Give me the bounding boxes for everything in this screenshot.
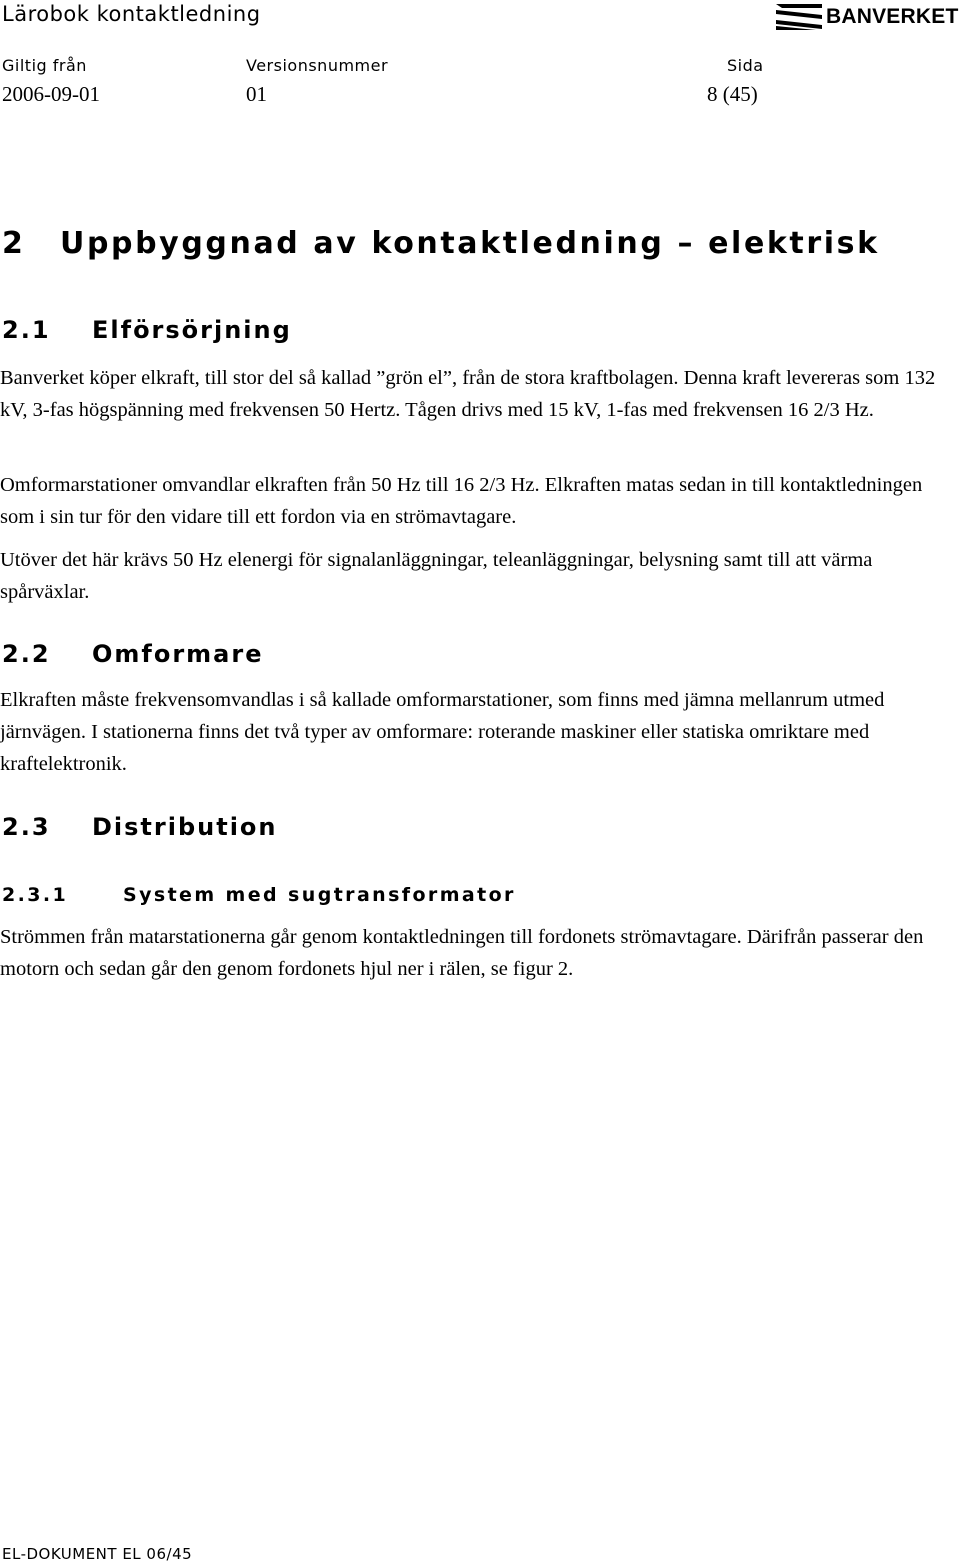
chapter-heading bbox=[2, 226, 880, 261]
subsection-title: System med sugtransformator bbox=[123, 884, 516, 906]
chapter-number: 2 bbox=[2, 226, 26, 261]
paragraph: Strömmen från matarstationerna går genom kontaktledningen till fordonets strömavtagare. Därifrån passerar den motorn och sedan går den genom fordonets hjul ner i rälen, se figur 2. bbox=[0, 926, 924, 980]
section-number: 2.3 bbox=[2, 813, 51, 841]
logo-wordmark: BANVERKET bbox=[826, 5, 959, 28]
section-title: Elförsörjning bbox=[92, 316, 292, 344]
version-value: 01 bbox=[246, 82, 267, 106]
chapter-title: Uppbyggnad av kontaktledning – elektrisk bbox=[60, 226, 880, 261]
subsection-number: 2.3.1 bbox=[2, 884, 69, 906]
section-title: Distribution bbox=[92, 813, 278, 841]
section-heading-2-1 bbox=[2, 316, 292, 344]
valid-from-label: Giltig från bbox=[2, 56, 87, 75]
section-title: Omformare bbox=[92, 640, 264, 668]
document-id-footer: EL-DOKUMENT EL 06/45 bbox=[2, 1545, 193, 1563]
paragraph: Utöver det här krävs 50 Hz elenergi för signalanläggningar, teleanläggningar, belysning samt till att värma spårväxlar. bbox=[0, 549, 873, 603]
section-number: 2.1 bbox=[2, 316, 51, 344]
page-value: 8 (45) bbox=[707, 82, 758, 106]
version-label: Versionsnummer bbox=[246, 56, 389, 75]
subsection-heading-2-3-1 bbox=[2, 884, 516, 906]
document-title: Lärobok kontaktledning bbox=[2, 2, 261, 26]
banverket-emblem-icon bbox=[776, 4, 822, 30]
valid-from-value: 2006-09-01 bbox=[2, 82, 100, 106]
section-heading-2-3 bbox=[2, 813, 278, 841]
page-label: Sida bbox=[727, 56, 764, 75]
section-number: 2.2 bbox=[2, 640, 51, 668]
paragraph: Banverket köper elkraft, till stor del så kallad ”grön el”, från de stora kraftbolagen. Denna kraft levereras som 132 kV, 3-fas högspänning med frekvensen 50 Hertz. Tågen drivs med 15 kV, 1-fas med frekvensen 16 2/3 Hz. bbox=[0, 367, 936, 421]
paragraph: Omformarstationer omvandlar elkraften från 50 Hz till 16 2/3 Hz. Elkraften matas sedan in till kontaktledningen som i sin tur för den vidare till ett fordon via en strömavtagare. bbox=[0, 474, 923, 528]
section-heading-2-2 bbox=[2, 640, 264, 668]
banverket-logo bbox=[776, 2, 958, 32]
paragraph: Elkraften måste frekvensomvandlas i så kallade omformarstationer, som finns med jämna mellanrum utmed järnvägen. I stationerna finns det två typer av omformare: roterande maskiner eller statiska omriktare med kraftelektronik. bbox=[0, 689, 885, 775]
